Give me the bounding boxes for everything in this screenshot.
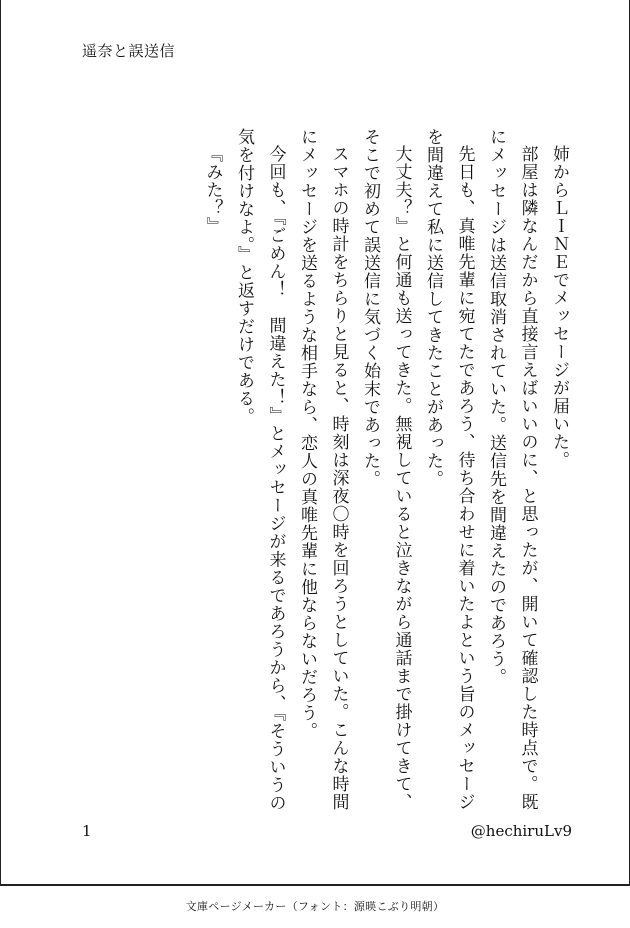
paragraph: 今回も、『ごめん！ 間違えた！』とメッセージが来るであろうから、『そういうの気を付けなよ。』と返すだけである。 — [234, 128, 286, 812]
author-handle: @hechiruLv9 — [470, 822, 572, 840]
body-text — [196, 128, 574, 828]
paragraph: 部屋は隣なんだから直接言えばいいのに、と思ったが、開いて確認した時点で。既にメッセージは送信取消されていた。送信先を間違えたのであろう。 — [486, 128, 538, 811]
paragraph: 『みた？』 — [202, 145, 223, 235]
page-number: 1 — [82, 822, 92, 840]
paragraph: 先日も、真唯先輩に宛てたであろう、待ち合わせに着いたよという旨のメッセージを間違えて私に送信してきたことがあった。 — [423, 128, 475, 811]
page-title: 遥奈と誤送信 — [82, 42, 176, 60]
footer-credit: 文庫ページメーカー（フォント：源暎こぶり明朝） — [185, 900, 445, 913]
paragraph: 姉からＬＩＮＥでメッセージが届いた。 — [549, 145, 569, 469]
paragraph: スマホの時計をちらりと見ると、時刻は深夜〇時を回ろうとしていた。こんな時間にメッセージを送るような相手なら、恋人の真唯先輩に他ならないだろう。 — [297, 128, 349, 811]
paragraph: 大丈夫？』と何通も送ってきた。無視していると泣きながら通話まで掛けてきて、そこで初めて誤送信に気づく始末であった。 — [360, 128, 412, 811]
